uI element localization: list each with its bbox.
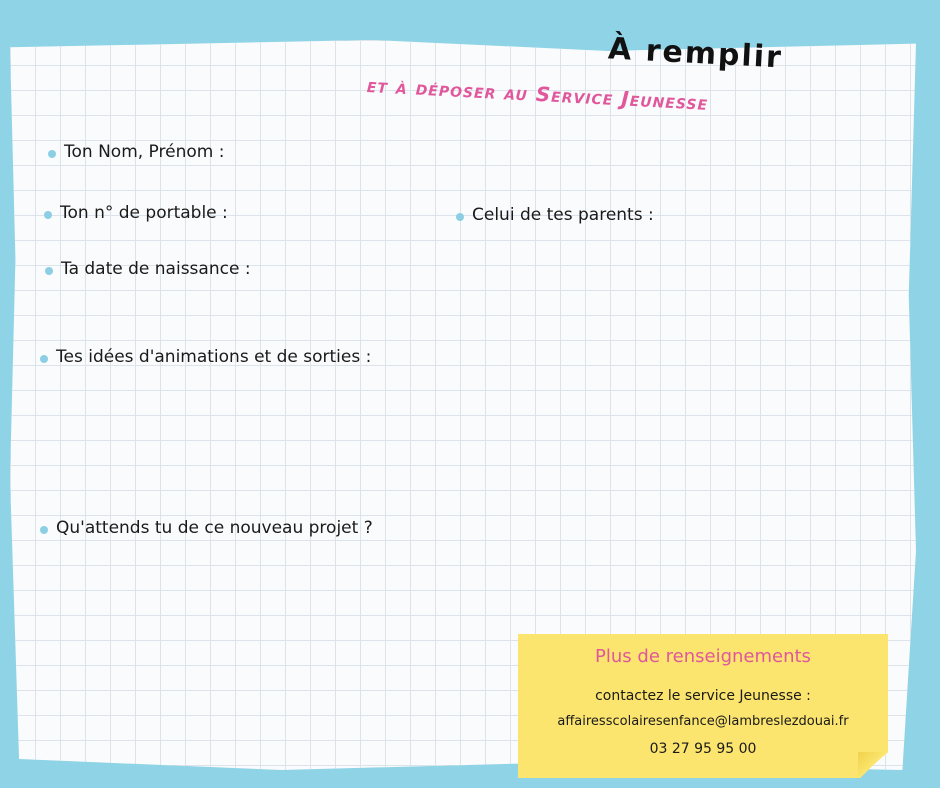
bullet-icon (456, 213, 464, 221)
birthdate-field (45, 259, 251, 279)
name-label: Ton Nom, Prénom : (64, 142, 225, 162)
contact-label: contactez le service Jeunesse : (595, 688, 811, 704)
ideas-label: Tes idées d'animations et de sorties : (56, 347, 372, 367)
bullet-icon (44, 211, 52, 219)
page-title: À remplir (607, 31, 784, 76)
phone-label: Ton n° de portable : (60, 203, 228, 223)
name-field (48, 142, 224, 162)
contact-email[interactable]: affairesscolairesenfance@lambreslezdouai.fr (557, 714, 849, 729)
contact-phone[interactable]: 03 27 95 95 00 (649, 741, 757, 757)
parents-phone-label: Celui de tes parents : (472, 205, 654, 225)
expectations-label: Qu'attends tu de ce nouveau projet ? (56, 518, 373, 538)
expectations-field (40, 518, 373, 538)
bullet-icon (40, 526, 48, 534)
phone-field (44, 203, 228, 223)
bullet-icon (48, 150, 56, 158)
bullet-icon (45, 267, 53, 275)
birthdate-label: Ta date de naissance : (61, 259, 251, 279)
info-title: Plus de renseignements (595, 646, 811, 667)
parents-phone-field (456, 205, 654, 225)
bullet-icon (40, 355, 48, 363)
page-subtitle: et à déposer au Service Jeunesse (366, 73, 709, 115)
ideas-field (40, 347, 371, 367)
